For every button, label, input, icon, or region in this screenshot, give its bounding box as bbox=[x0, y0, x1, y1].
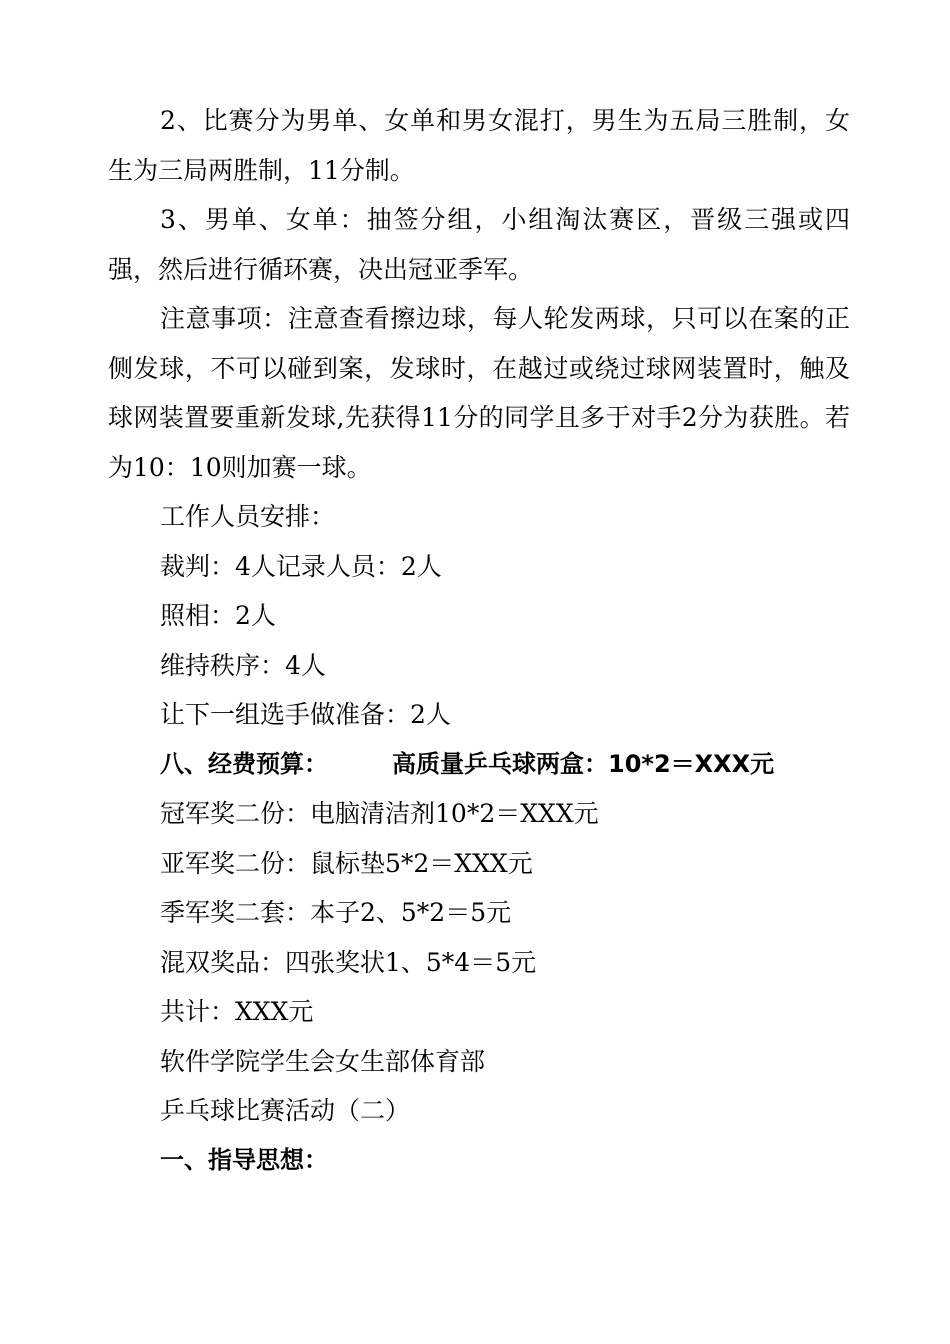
rule-paragraph-3: 3、男单、女单：抽签分组，小组淘汰赛区，晋级三强或四强，然后进行循环赛，决出冠亚季军。 bbox=[108, 205, 850, 284]
budget-heading: 八、经费预算： bbox=[160, 749, 328, 778]
next-section-title: 乒乓球比赛活动（二） bbox=[160, 1096, 411, 1125]
staff-photo: 照相：2人 bbox=[160, 601, 276, 630]
budget-runner-up: 亚军奖二份：鼠标垫5*2＝XXX元 bbox=[160, 848, 533, 878]
budget-line bbox=[108, 740, 850, 790]
staff-prepare: 让下一组选手做准备：2人 bbox=[160, 700, 451, 729]
notes-paragraph: 注意事项：注意查看擦边球，每人轮发两球，只可以在案的正侧发球，不可以碰到案，发球时，在越过或绕过球网装置时，触及球网装置要重新发球,先获得11分的同学且多于对手2分为获胜。若为10：10则加赛一球。 bbox=[108, 304, 850, 482]
section-heading-guiding-ideas: 一、指导思想： bbox=[160, 1145, 328, 1174]
budget-champion: 冠军奖二份：电脑清洁剂10*2＝XXX元 bbox=[160, 799, 599, 828]
staff-order: 维持秩序：4人 bbox=[160, 650, 326, 680]
staff-title: 工作人员安排： bbox=[160, 502, 336, 531]
budget-item-balls: 高质量乒乓球两盒：10*2＝XXX元 bbox=[392, 749, 775, 778]
organizer: 软件学院学生会女生部体育部 bbox=[160, 1046, 486, 1076]
staff-referee: 裁判：4人记录人员：2人 bbox=[160, 551, 442, 581]
document-page bbox=[108, 96, 850, 1185]
budget-third: 季军奖二套：本子2、5*2＝5元 bbox=[160, 898, 512, 927]
rule-paragraph-2: 2、比赛分为男单、女单和男女混打，男生为五局三胜制，女生为三局两胜制，11分制。 bbox=[108, 106, 850, 185]
budget-mixed: 混双奖品：四张奖状1、5*4＝5元 bbox=[160, 947, 537, 977]
budget-total: 共计：XXX元 bbox=[160, 997, 314, 1026]
